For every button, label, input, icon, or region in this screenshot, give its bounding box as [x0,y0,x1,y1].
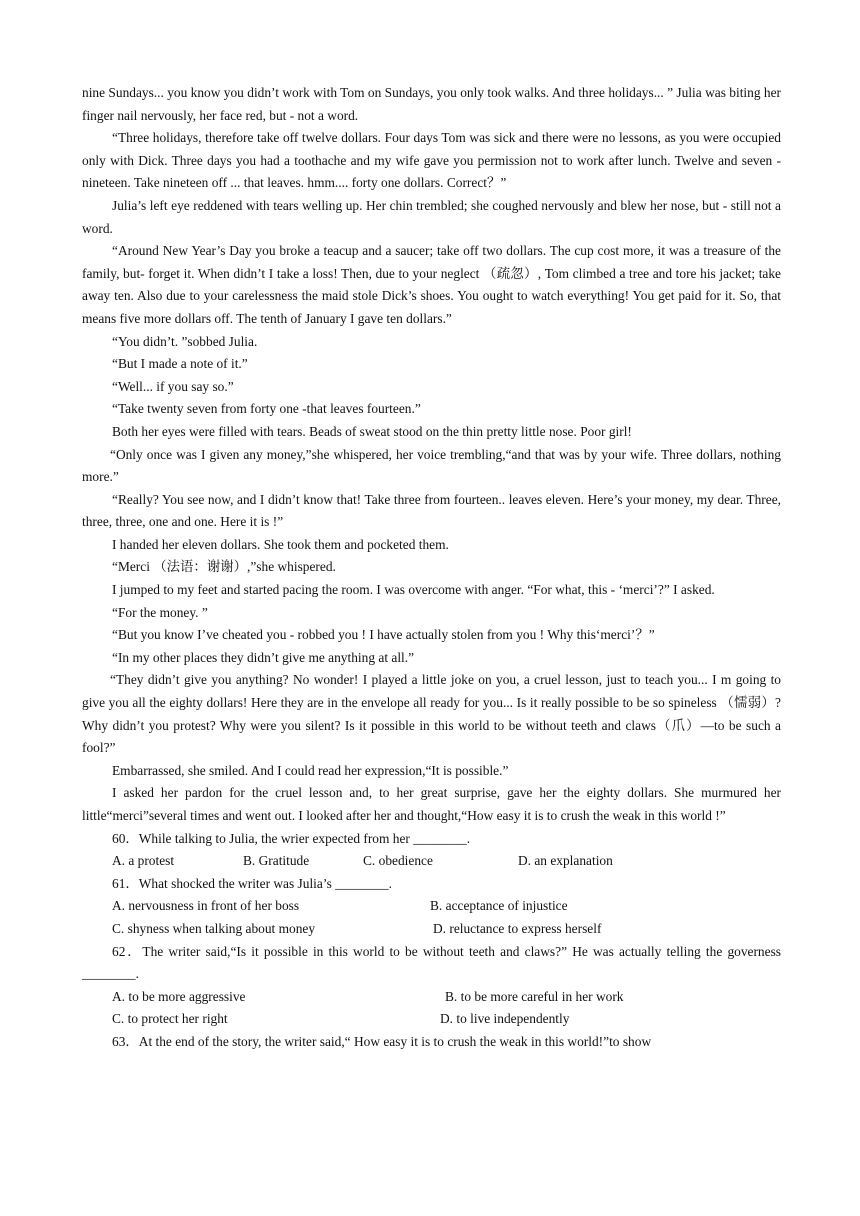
story-paragraph: I asked her pardon for the cruel lesson and, to her great surprise, gave her the eighty dollars. She murmured her little“merci”several times and went out. I looked after her and thought,“How easy it is to crush the weak in this world !” [82,785,781,823]
option-b: B. acceptance of injustice [430,898,568,914]
question-62 [82,941,781,1031]
story-paragraph: I jumped to my feet and started pacing the room. I was overcome with anger. “For what, this - ‘merci’?” I asked. [112,582,715,598]
option-c: C. shyness when talking about money [112,920,316,936]
options-row [82,986,781,1009]
story-paragraph: Julia’s left eye reddened with tears welling up. Her chin trembled; she coughed nervously and blew her nose, but - still not a word. [82,197,781,236]
document-page [82,82,781,1054]
story-paragraph: “Three holidays, therefore take off twelve dollars. Four days Tom was sick and there were no lessons, as you were occupied only with Dick. Three days you had a toothache and my wife gave you permission not to work after lunch. Twelve and seven - nineteen. Take nineteen off ... that leaves. hmm.... forty one dollars. Correct？” [82,130,781,191]
options-row [82,850,781,873]
question-stem: 62．The writer said,“Is it possible in this world to be without teeth and claws?” He was actually telling the governess ________. [82,943,781,982]
story-paragraph: “Take twenty seven from forty one -that leaves fourteen.” [112,401,421,417]
story-paragraph: “Well... if you say so.” [112,378,234,394]
question-60 [82,828,781,873]
option-c: C. obedience [363,853,433,869]
options-row [82,895,781,918]
option-a: A. a protest [112,853,175,869]
options-row [82,1008,781,1031]
option-a: A. to be more aggressive [112,988,246,1004]
story-paragraph: “They didn’t give you anything? No wonder! I played a little joke on you, a cruel lesson, just to teach you... I m going to give you all the eighty dollars! Here they are in the envelope all ready for you... Is it really possible to be so spineless （懦弱）?Why didn’t you protest? Why were you silent? Is it possible in this world to be without teeth and claws（爪）—to be such a fool?” [82,672,781,756]
story-paragraph: “But you know I’ve cheated you - robbed you ! I have actually stolen from you ! Why this‘merci’？” [112,627,655,643]
story-paragraph: “Really? You see now, and I didn’t know that! Take three from fourteen.. leaves eleven. Here’s your money, my dear. Three, three, three, one and one. Here it is !” [82,491,781,530]
option-a: A. nervousness in front of her boss [112,898,300,914]
question-stem: 63．At the end of the story, the writer said,“ How easy it is to crush the weak in this world!”to show [112,1033,652,1049]
option-b: B. to be more careful in her work [445,988,624,1004]
story-paragraph: “Around New Year’s Day you broke a teacup and a saucer; take off two dollars. The cup cost more, it was a treasure of the family, but- forget it. When didn’t I take a loss! Then, due to your neglect （疏忽）, Tom climbed a tree and tore his jacket; take away ten. Also due to your carelessness the maid stole Dick’s shoes. You ought to watch everything! You get paid for it. So, that means five more dollars off. The tenth of January I gave ten dollars.” [82,243,781,326]
question-63 [82,1031,781,1054]
story-paragraph: “Only once was I given any money,”she whispered, her voice trembling,“and that was by your wife. Three dollars, nothing more.” [82,446,781,485]
option-b: B. Gratitude [243,853,310,869]
story-paragraph: “In my other places they didn’t give me anything at all.” [112,649,415,665]
story-paragraph: “Merci （法语：谢谢）,”she whispered. [112,559,336,575]
option-d: D. reluctance to express herself [433,920,602,936]
story-paragraph: I handed her eleven dollars. She took them and pocketed them. [112,536,449,552]
option-c: C. to protect her right [112,1011,228,1027]
story-paragraph: nine Sundays... you know you didn’t work with Tom on Sundays, you only took walks. And three holidays... ” Julia was biting her finger nail nervously, her face red, but - not a word. [82,85,781,123]
story-paragraph: “But I made a note of it.” [112,356,248,372]
question-stem: 61．What shocked the writer was Julia’s ________. [112,875,393,891]
story-paragraph: “You didn’t. ”sobbed Julia. [112,333,258,349]
options-row [82,918,781,941]
story-paragraph: Embarrassed, she smiled. And I could read her expression,“It is possible.” [112,762,509,778]
option-d: D. an explanation [518,853,613,869]
option-d: D. to live independently [440,1011,570,1027]
question-stem: 60．While talking to Julia, the wrier expected from her ________. [112,830,471,846]
question-61 [82,873,781,941]
story-paragraph: “For the money. ” [112,604,208,620]
story-paragraph: Both her eyes were filled with tears. Beads of sweat stood on the thin pretty little nose. Poor girl! [112,423,632,439]
